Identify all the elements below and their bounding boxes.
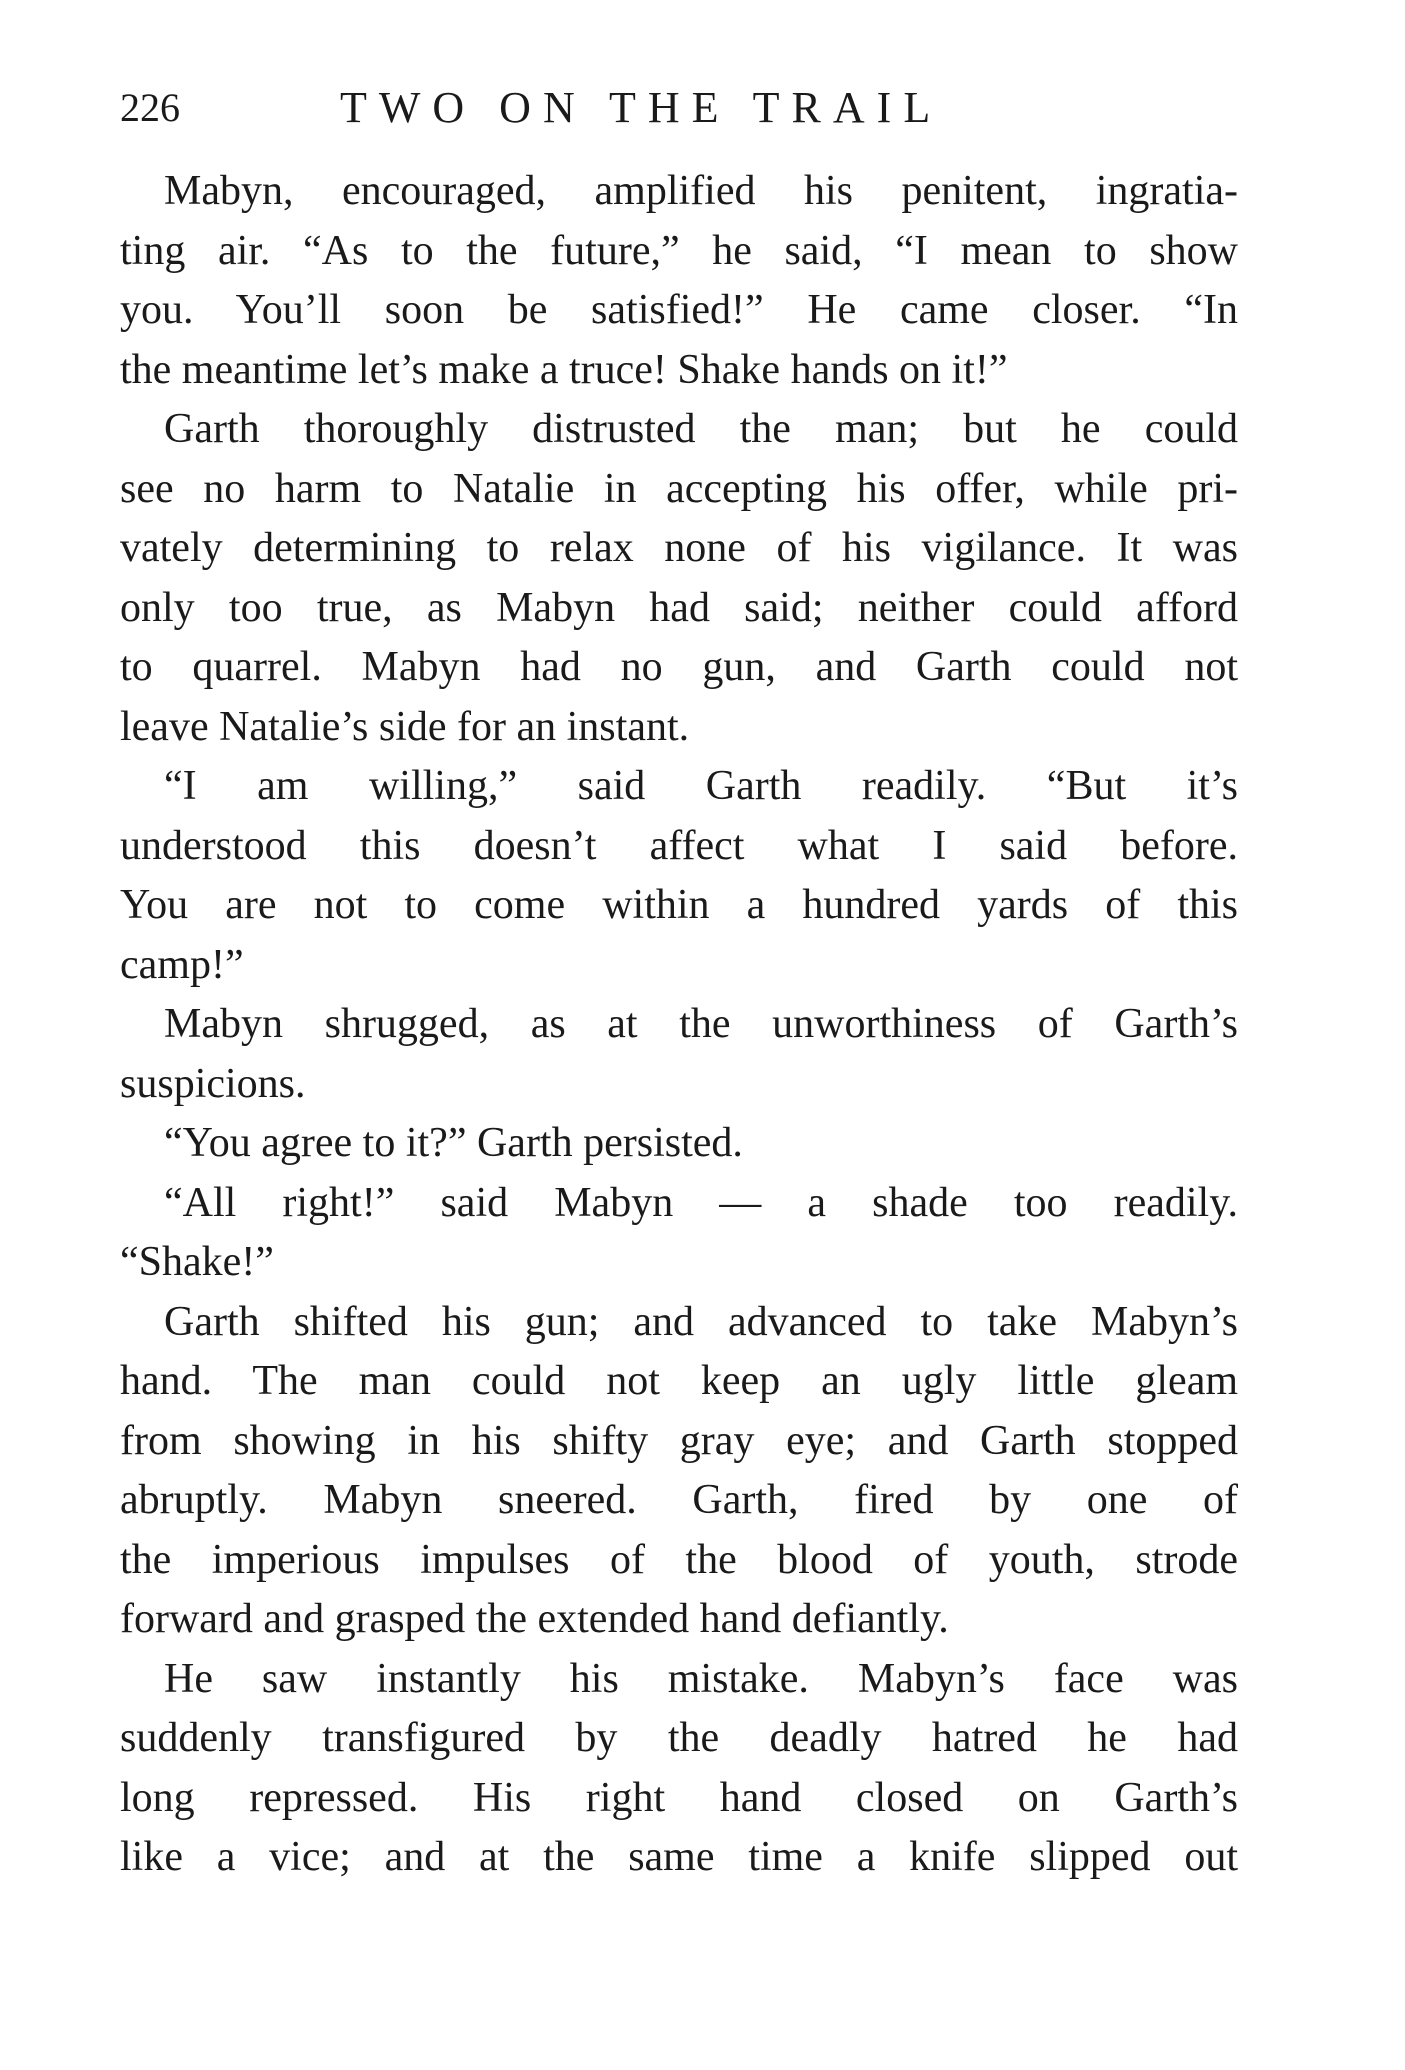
- text-line: Mabyn shrugged, as at the unworthiness of Garth’s: [164, 1001, 1238, 1047]
- running-head: [120, 78, 1238, 138]
- text-line: abruptly. Mabyn sneered. Garth, fired by one of: [120, 1477, 1238, 1523]
- text-line: you. You’ll soon be satisfied!” He came closer. “In: [120, 287, 1238, 333]
- text-line: ting air. “As to the future,” he said, “I mean to show: [120, 227, 1238, 274]
- text-line: like a vice; and at the same time a knife slipped out: [120, 1834, 1238, 1880]
- text-line: the imperious impulses of the blood of youth, strode: [120, 1536, 1238, 1583]
- text-line: hand. The man could not keep an ugly little gleam: [120, 1358, 1238, 1404]
- text-line: camp!”: [120, 941, 244, 988]
- text-line: Garth thoroughly distrusted the man; but he could: [164, 406, 1238, 452]
- text-line: “I am willing,” said Garth readily. “But it’s: [164, 763, 1238, 809]
- text-line: He saw instantly his mistake. Mabyn’s face was: [164, 1655, 1238, 1702]
- text-line: Garth shifted his gun; and advanced to take Mabyn’s: [164, 1298, 1238, 1345]
- text-line: to quarrel. Mabyn had no gun, and Garth could not: [120, 644, 1238, 690]
- body-text: [120, 162, 1238, 1888]
- text-line: long repressed. His right hand closed on Garth’s: [120, 1774, 1238, 1821]
- text-line: see no harm to Natalie in accepting his offer, while pri-: [120, 465, 1238, 512]
- text-line: You are not to come within a hundred yards of this: [120, 882, 1238, 928]
- text-line: the meantime let’s make a truce! Shake hands on it!”: [120, 346, 1008, 393]
- text-line: “Shake!”: [120, 1239, 274, 1285]
- text-line: leave Natalie’s side for an instant.: [120, 703, 690, 750]
- page-number: 226: [120, 85, 180, 130]
- text-line: forward and grasped the extended hand defiantly.: [120, 1596, 949, 1642]
- text-line: only too true, as Mabyn had said; neither could afford: [120, 584, 1238, 631]
- text-line: from showing in his shifty gray eye; and Garth stopped: [120, 1417, 1238, 1464]
- text-line: vately determining to relax none of his vigilance. It was: [120, 525, 1238, 571]
- text-line: suspicions.: [120, 1060, 306, 1107]
- text-line: suddenly transfigured by the deadly hatred he had: [120, 1715, 1238, 1761]
- book-title: TWO ON THE TRAIL: [340, 83, 943, 132]
- text-line: Mabyn, encouraged, amplified his penitent, ingratia-: [164, 168, 1238, 214]
- text-line: “You agree to it?” Garth persisted.: [164, 1120, 743, 1166]
- text-line: understood this doesn’t affect what I said before.: [120, 822, 1238, 869]
- text-line: “All right!” said Mabyn — a shade too readily.: [164, 1179, 1238, 1226]
